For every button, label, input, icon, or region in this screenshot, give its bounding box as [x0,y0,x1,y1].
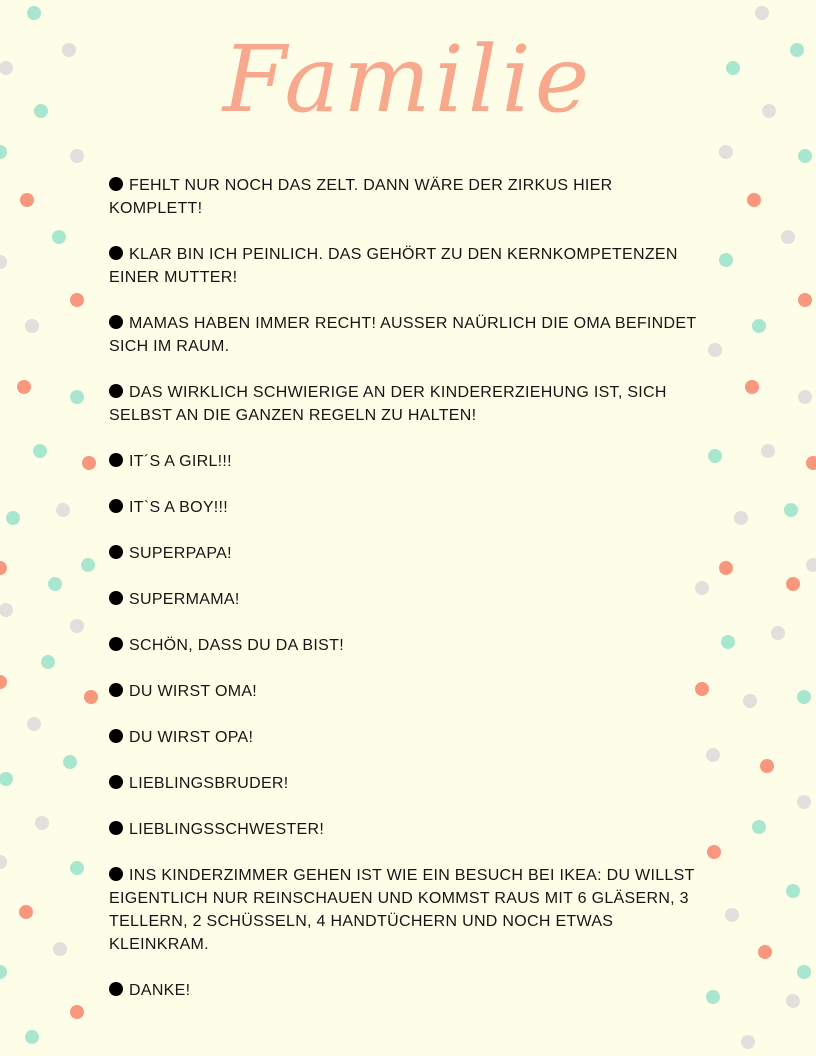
bullet-icon [109,729,123,743]
confetti-dot [752,319,766,333]
list-item: IT´S A GIRL!!! [109,450,709,473]
bullet-icon [109,499,123,513]
confetti-dot [0,561,7,575]
confetti-dot [707,845,721,859]
list-item: KLAR BIN ICH PEINLICH. DAS GEHÖRT ZU DEN KERNKOMPETENZEN EINER MUTTER! [109,246,678,286]
confetti-dot [48,577,62,591]
confetti-dot [56,503,70,517]
bullet-icon [109,982,123,996]
confetti-dot [70,861,84,875]
confetti-dot [755,6,769,20]
confetti-dot [708,449,722,463]
confetti-dot [719,145,733,159]
confetti-dot [6,511,20,525]
bullet-icon [109,683,123,697]
confetti-dot [63,755,77,769]
confetti-dot [747,193,761,207]
confetti-dot [27,6,41,20]
confetti-dot [806,558,816,572]
confetti-dot [745,380,759,394]
confetti-dot [798,390,812,404]
confetti-dot [52,230,66,244]
confetti-dot [20,193,34,207]
confetti-dot [719,561,733,575]
confetti-dot [734,511,748,525]
confetti-dot [70,1005,84,1019]
confetti-dot [708,343,722,357]
list-item: LIEBLINGSBRUDER! [109,772,709,795]
confetti-dot [721,635,735,649]
confetti-dot [0,255,7,269]
bullet-icon [109,246,123,260]
confetti-dot [53,942,67,956]
confetti-dot [798,293,812,307]
confetti-dot [17,380,31,394]
bullet-icon [109,867,123,881]
bullet-icon [109,315,123,329]
confetti-dot [798,149,812,163]
list-item: LIEBLINGSSCHWESTER! [109,818,709,841]
confetti-dot [35,816,49,830]
confetti-dot [0,603,13,617]
bullet-icon [109,775,123,789]
confetti-dot [786,884,800,898]
confetti-dot [0,772,13,786]
confetti-dot [70,293,84,307]
confetti-dot [84,690,98,704]
list-item: FEHLT NUR NOCH DAS ZELT. DANN WÄRE DER ZIRKUS HIER KOMPLETT! [109,177,613,217]
confetti-dot [719,253,733,267]
bullet-icon [109,384,123,398]
confetti-dot [806,456,816,470]
bullet-icon [109,637,123,651]
list-item: SCHÖN, DASS DU DA BIST! [109,634,709,657]
list-item: DU WIRST OMA! [109,680,709,703]
confetti-dot [19,905,33,919]
confetti-dot [81,558,95,572]
bullet-icon [109,453,123,467]
confetti-dot [743,694,757,708]
list-item: IT`S A BOY!!! [109,496,709,519]
confetti-dot [797,690,811,704]
confetti-dot [760,759,774,773]
list-item: DANKE! [109,979,709,1002]
confetti-dot [797,795,811,809]
confetti-dot [33,444,47,458]
confetti-dot [758,945,772,959]
confetti-dot [25,319,39,333]
bullet-icon [109,591,123,605]
confetti-dot [70,149,84,163]
list-item: SUPERMAMA! [109,588,709,611]
confetti-dot [725,908,739,922]
confetti-dot [761,444,775,458]
list-item: INS KINDERZIMMER GEHEN IST WIE EIN BESUCH BEI IKEA: DU WILLST EIGENTLICH NUR REINSCHAUEN UND KOMMST RAUS MIT 6 GLÄSERN, 3 TELLERN, 2 SCHÜSSELN, 4 HANDTÜCHERN UND NOCH ETWAS KLEINKRAM. [109,867,695,953]
confetti-dot [0,675,7,689]
list-item: DU WIRST OPA! [109,726,709,749]
confetti-dot [771,626,785,640]
bullet-icon [109,177,123,191]
confetti-dot [0,855,7,869]
confetti-dot [70,619,84,633]
confetti-dot [25,1030,39,1044]
confetti-dot [70,390,84,404]
confetti-dot [781,230,795,244]
confetti-dot [786,994,800,1008]
list-item: SUPERPAPA! [109,542,709,565]
confetti-dot [0,965,7,979]
confetti-dot [82,456,96,470]
list-item: DAS WIRKLICH SCHWIERIGE AN DER KINDERERZIEHUNG IST, SICH SELBST AN DIE GANZEN REGELN ZU HALTEN! [109,384,667,424]
confetti-dot [0,145,7,159]
confetti-dot [741,1035,755,1049]
bullet-icon [109,821,123,835]
confetti-dot [27,717,41,731]
saying-list [109,174,709,1025]
bullet-icon [109,545,123,559]
confetti-dot [752,820,766,834]
list-item: MAMAS HABEN IMMER RECHT! AUSSER NAÜRLICH DIE OMA BEFINDET SICH IM RAUM. [109,315,697,355]
confetti-dot [784,503,798,517]
confetti-dot [41,655,55,669]
confetti-dot [797,965,811,979]
confetti-dot [786,577,800,591]
page-title: Familie [222,26,594,133]
